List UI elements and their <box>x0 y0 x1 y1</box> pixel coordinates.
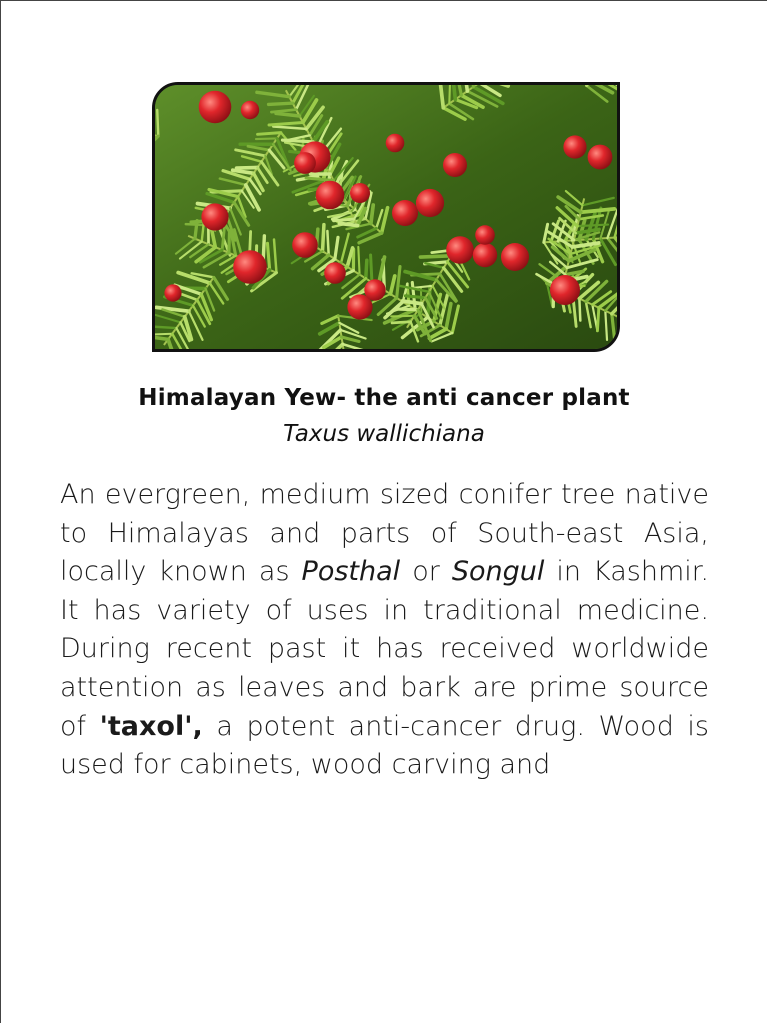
yew-photo <box>152 82 620 352</box>
description-paragraph <box>60 476 709 785</box>
needle <box>157 110 158 136</box>
red-berry <box>350 183 370 203</box>
red-berry <box>443 153 467 177</box>
needle <box>579 299 580 321</box>
red-berry <box>201 203 228 230</box>
local-name-songul: Songul <box>451 556 545 588</box>
needle <box>229 233 230 253</box>
red-berry <box>316 181 345 210</box>
yew-branch-with-red-berries-photo <box>155 85 617 349</box>
page-title: Himalayan Yew- the anti cancer plant <box>138 385 630 411</box>
red-berry <box>324 262 346 284</box>
needle <box>195 221 197 239</box>
needle <box>405 296 425 298</box>
needle <box>339 223 357 225</box>
needle <box>392 322 411 323</box>
needle <box>371 255 372 282</box>
red-berry <box>364 279 385 300</box>
red-berry <box>501 243 529 271</box>
needle <box>334 219 355 221</box>
needle <box>237 168 258 169</box>
red-berry <box>475 225 495 245</box>
red-berry <box>473 243 497 267</box>
red-berry <box>233 250 267 284</box>
needle <box>358 247 359 275</box>
paragraph-text: a potent anti-cancer drug. Wood is used for cabinets, wood carving and <box>60 710 709 781</box>
needle <box>395 309 418 310</box>
red-berry <box>292 232 318 258</box>
red-berry <box>588 145 613 170</box>
needle <box>323 225 324 252</box>
needle <box>420 256 450 257</box>
red-berry <box>563 135 586 158</box>
needle <box>155 326 176 328</box>
needle <box>256 138 277 139</box>
needle <box>327 231 328 255</box>
red-berry <box>386 134 405 153</box>
needle <box>258 133 281 135</box>
scientific-name: Taxus wallichiana <box>283 421 485 447</box>
paragraph-text: in Kashmir. It has variety of uses in traditional medicine. During recent past it has received worldwide attention as leaves and bark are prime source of <box>60 556 709 742</box>
drug-name-taxol: 'taxol', <box>99 710 203 742</box>
needle <box>371 205 373 224</box>
needle <box>449 85 450 104</box>
needle <box>577 225 608 227</box>
red-berry <box>241 101 259 119</box>
red-berry <box>550 275 580 305</box>
paragraph-text: or <box>400 556 452 588</box>
needle <box>366 260 367 278</box>
red-berry <box>294 152 316 174</box>
red-berry <box>416 189 444 217</box>
needle <box>155 334 172 335</box>
needle <box>269 103 293 104</box>
local-name-posthal: Posthal <box>301 556 401 588</box>
red-berry <box>199 91 232 124</box>
red-berry <box>446 236 474 264</box>
red-berry <box>164 284 181 301</box>
needle <box>597 308 598 331</box>
paragraph-text: An evergreen, medium sized conifer tree native to Himalayas and parts of South-east Asia, locally known as <box>60 479 709 588</box>
red-berry <box>392 200 418 226</box>
needle <box>391 316 414 317</box>
